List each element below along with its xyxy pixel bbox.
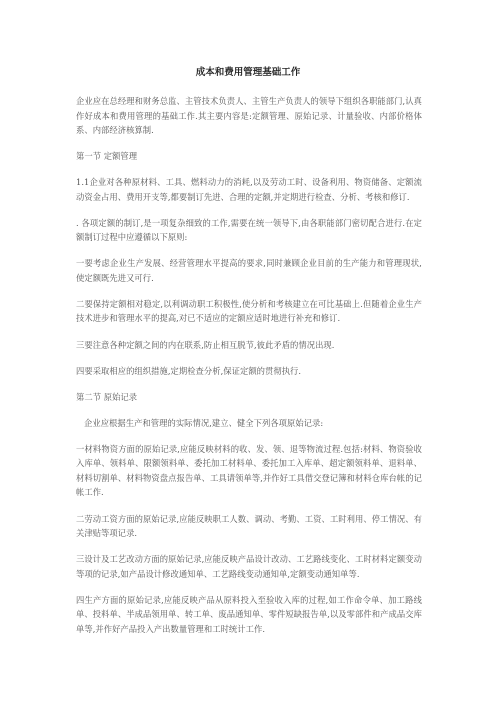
paragraph: 四生产方面的原始记录,应能反映产品从原料投入至验收入库的过程,如工作命令单、加工路线单、投料单、半成品领用单、转工单、废品通知单、零件短缺报告单,以及零部件和产成品交库单等,并作好产品投入产出数量管理和工时统计工作. (76, 594, 422, 634)
paragraph: 三要注意各种定额之间的内在联系,防止相互脱节,彼此矛盾的情况出现. (76, 339, 335, 350)
paragraph: 企业应根据生产和管理的实际情况,建立、健全下列各项原始记录: (84, 417, 324, 428)
paragraph: 四要采取相应的组织措施,定期检查分析,保证定额的贯彻执行. (76, 365, 302, 376)
paragraph: 三设计及工艺改动方面的原始记录,应能反映产品设计改动、工艺路线变化、工时材料定额变动等项的记录,如产品设计修改通知单、工艺路线变动通知单,定额变动通知单等. (76, 554, 422, 579)
paragraph: 一要考虑企业生产发展、经营管理水平提高的要求,同时兼顾企业目前的生产能力和管理现状,使定额既先进又可行. (76, 258, 422, 283)
document-title: 成本和费用管理基础工作 (195, 67, 301, 78)
document-body (76, 94, 422, 648)
paragraph: 二要保持定额相对稳定,以利调动职工积极性,使分析和考核建立在可比基础上.但随着企业生产技术进步和管理水平的提高,对已不适应的定额应适时地进行补充和修订. (76, 298, 422, 324)
section-heading-2: 第二节 原始记录 (76, 391, 138, 402)
paragraph: 一材料物资方面的原始记录,应能反映材料的收、发、领、退等物流过程.包括:材料、物资验收入库单、领料单、限额领料单、委托加工材料单、委托加工入库单、超定额领料单、退料单、材料切割单、材料物资盘点报告单、工具请领单等,并作好工具借交登记簿和材料仓库台帐的记帐工作. (76, 443, 422, 498)
section-heading-1: 第一节 定额管理 (76, 151, 138, 162)
paragraph: 1.1企业对各种原材料、工具、燃料动力的消耗,以及劳动工时、设备利用、物资储备、定额流动资金占用、费用开支等,都要制订先进、合理的定额,并定期进行检查、分析、考核和修订. (76, 177, 422, 202)
paragraph: 二劳动工资方面的原始记录,应能反映职工人数、调动、考勤、工资、工时利用、停工情况、有关津贴等项记录. (76, 513, 422, 539)
paragraph: . 各项定额的制订,是一项复杂细致的工作,需要在统一领导下,由各职能部门密切配合进行.在定额制订过程中应遵循以下原则: (76, 217, 422, 243)
intro-paragraph: 企业应在总经理和财务总监、主管技术负责人、主管生产负责人的领导下组织各职能部门,认真作好成本和费用管理的基础工作.其主要内容是:定额管理、原始记录、计量验收、内部价格体系、内部经济核算制. (76, 96, 422, 135)
